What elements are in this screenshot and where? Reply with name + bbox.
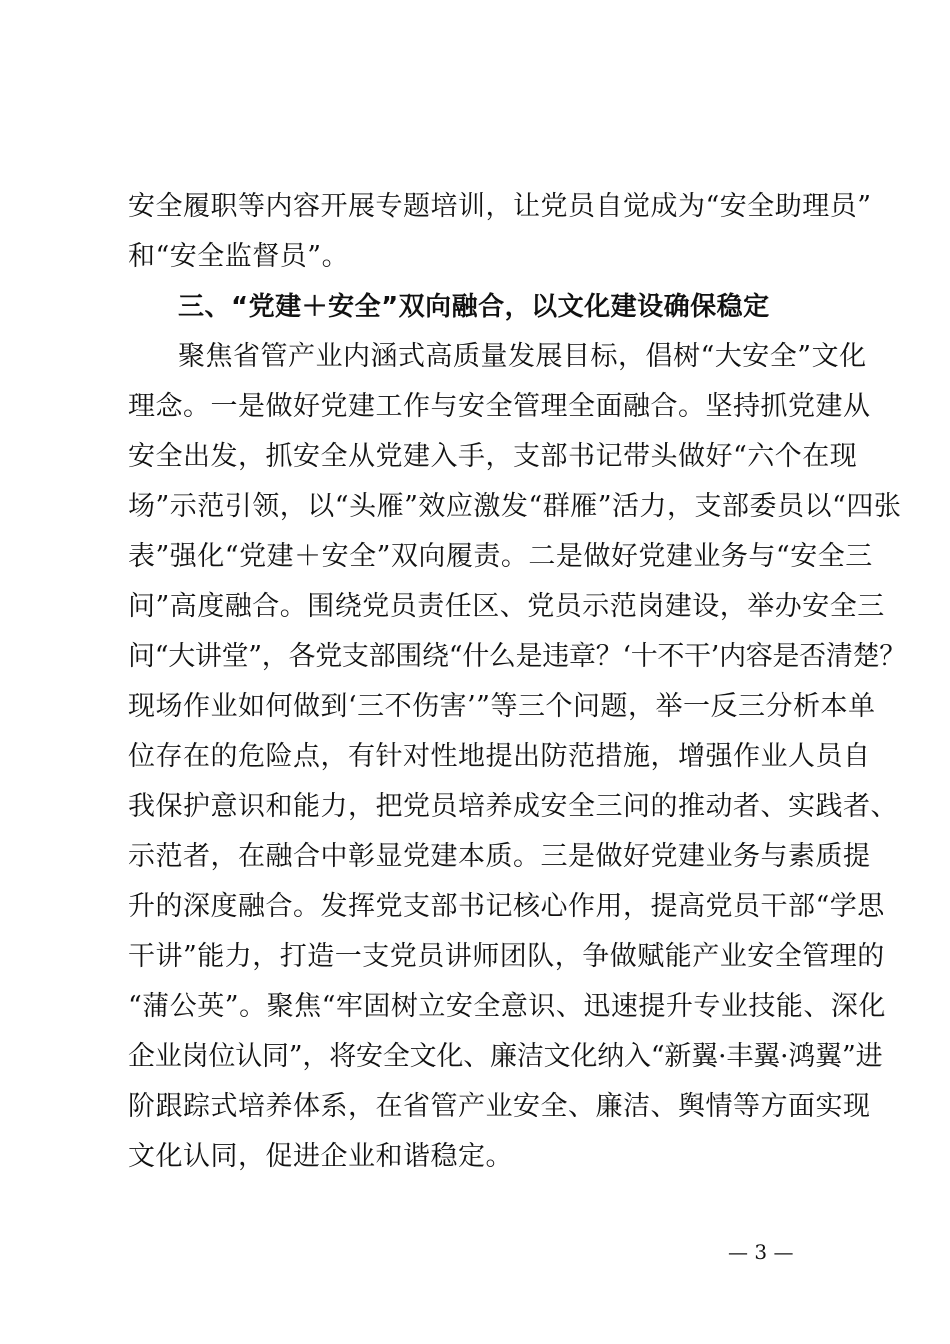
paragraph-line: 安全履职等内容开展专题培训，让党员自觉成为“安全助理员” (128, 191, 872, 222)
paragraph-line: 我保护意识和能力，把党员培养成安全三问的推动者、实践者、 (128, 791, 898, 822)
paragraph-line: 安全出发，抓安全从党建入手，支部书记带头做好“六个在现 (128, 441, 858, 472)
paragraph-line: 位存在的危险点，有针对性地提出防范措施，增强作业人员自 (128, 741, 871, 772)
paragraph-line: 和“安全监督员”。 (128, 241, 350, 272)
paragraph-line: 理念。一是做好党建工作与安全管理全面融合。坚持抓党建从 (128, 391, 871, 422)
page-number: — 3 — (728, 1240, 794, 1264)
paragraph-line: 示范者，在融合中彰显党建本质。三是做好党建业务与素质提 (128, 841, 871, 872)
paragraph-line: 干讲”能力，打造一支党员讲师团队，争做赋能产业安全管理的 (128, 941, 885, 972)
paragraph-line: 企业岗位认同”，将安全文化、廉洁文化纳入“新翼·丰翼·鸿翼”进 (128, 1041, 883, 1072)
section-heading: 三、“党建＋安全”双向融合，以文化建设确保稳定 (178, 292, 770, 322)
paragraph-line: 问“大讲堂”，各党支部围绕“什么是违章？‘十不干’内容是否清楚？ (128, 641, 906, 672)
paragraph-line: “蒲公英”。聚焦“牢固树立安全意识、迅速提升专业技能、深化 (128, 991, 886, 1022)
paragraph-line: 文化认同，促进企业和谐稳定。 (128, 1141, 513, 1172)
paragraph-line: 聚焦省管产业内涵式高质量发展目标，倡树“大安全”文化 (178, 341, 867, 372)
paragraph-line: 现场作业如何做到‘三不伤害’”等三个问题，举一反三分析本单 (128, 691, 876, 722)
paragraph-line: 升的深度融合。发挥党支部书记核心作用，提高党员干部“学思 (128, 891, 885, 922)
paragraph-line: 场”示范引领，以“头雁”效应激发“群雁”活力，支部委员以“四张 (128, 491, 902, 522)
paragraph-line: 阶跟踪式培养体系，在省管产业安全、廉洁、舆情等方面实现 (128, 1091, 871, 1122)
paragraph-line: 问”高度融合。围绕党员责任区、党员示范岗建设，举办安全三 (128, 591, 885, 622)
paragraph-line: 表”强化“党建＋安全”双向履责。二是做好党建业务与“安全三 (128, 541, 873, 572)
